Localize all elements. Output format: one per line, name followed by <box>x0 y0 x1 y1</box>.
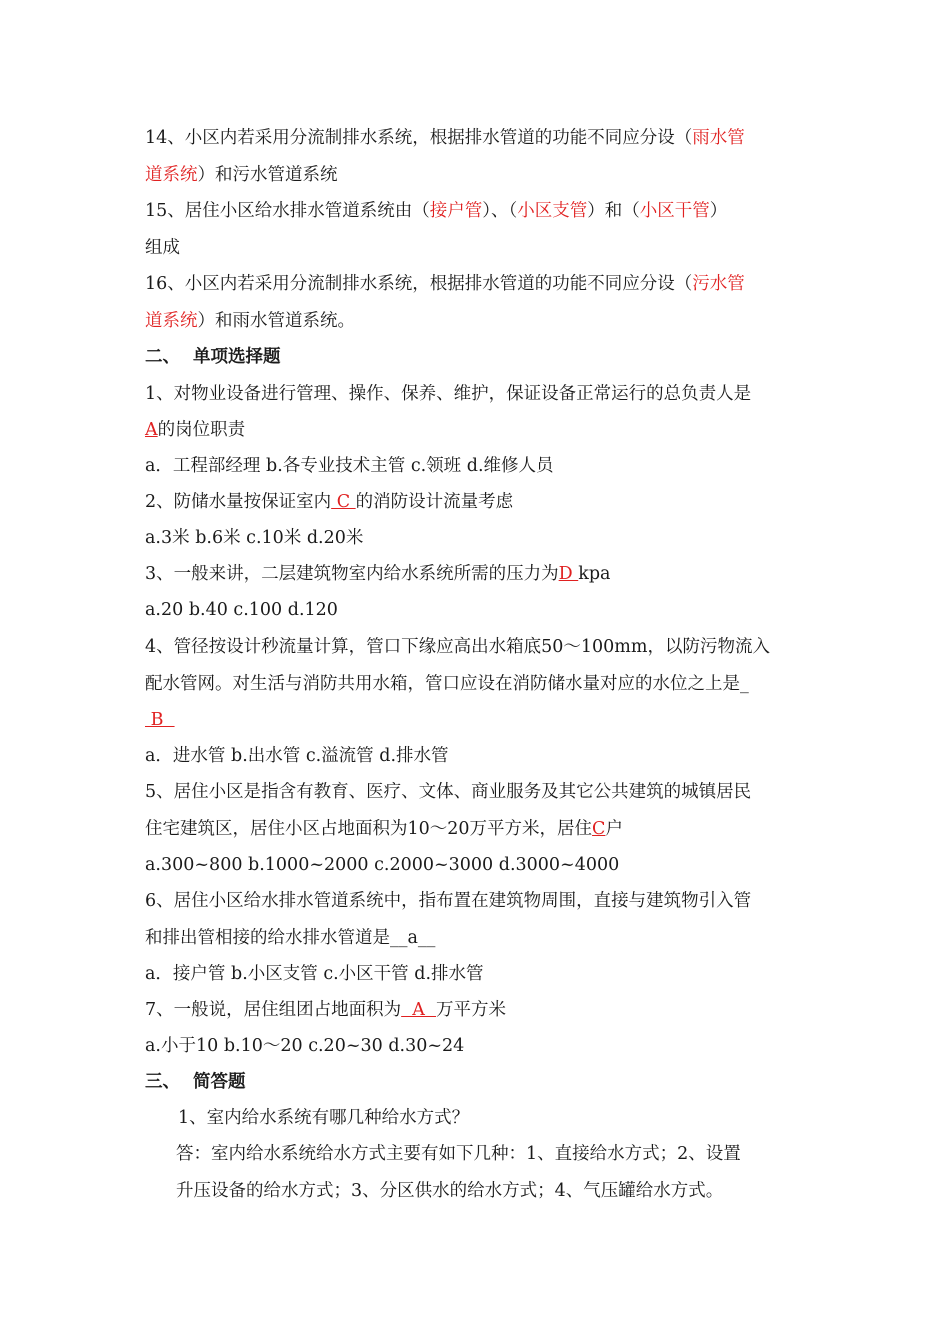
q16-answer-part2: 道系统 <box>145 311 198 331</box>
q1-text: 1、对物业设备进行管理、操作、保养、维护，保证设备正常运行的总负责人是 <box>145 384 752 404</box>
section3-heading <box>145 1069 815 1095</box>
section2-heading <box>145 344 815 370</box>
q15-text-end: 组成 <box>145 238 180 258</box>
fill-q16-line1 <box>145 271 815 297</box>
fill-q15-line1 <box>145 198 815 224</box>
section3-number: 三、 <box>145 1072 180 1092</box>
mc-q1-line2 <box>145 417 815 443</box>
fill-q15-line2 <box>145 235 815 261</box>
q3-unit: kpa <box>578 564 611 584</box>
q7-text: 7、一般说，居住组团占地面积为 <box>145 1000 402 1020</box>
q2-answer: C <box>331 492 356 512</box>
mc-q4-line1 <box>145 634 815 660</box>
mc-q1-line1 <box>145 381 815 407</box>
q5-text: 5、居住小区是指含有教育、医疗、文体、商业服务及其它公共建筑的城镇居民 <box>145 782 752 802</box>
q6-answer: __a__ <box>390 928 436 948</box>
q14-answer-part2: 道系统 <box>145 165 198 185</box>
short-q1-answer-line2: 升压设备的给水方式；3、分区供水的给水方式；4、气压罐给水方式。 <box>176 1181 724 1201</box>
section3-title: 简答题 <box>193 1072 246 1092</box>
fill-q14-line1 <box>145 125 815 151</box>
section2-number: 二、 <box>145 347 180 367</box>
fill-q14-line2 <box>145 162 815 188</box>
q1-answer: A <box>145 420 158 440</box>
q2-text: 2、防储水量按保证室内 <box>145 492 332 512</box>
mc-q3-line1 <box>145 561 815 587</box>
q14-answer-part1: 雨水管 <box>692 128 745 148</box>
mc-q4-options: a．进水管 b.出水管 c.溢流管 d.排水管 <box>145 746 449 766</box>
q6-text-cont: 和排出管相接的给水排水管道是 <box>145 928 390 948</box>
mc-q4-line3 <box>145 707 815 733</box>
mc-q2-line1 <box>145 489 815 515</box>
q15-sep1: ）、（ <box>482 201 518 221</box>
mc-q4-line2 <box>145 671 815 697</box>
q1-text-end: 的岗位职责 <box>157 420 246 440</box>
q16-answer-part1: 污水管 <box>692 274 745 294</box>
q16-text-end: ）和雨水管道系统。 <box>197 311 355 331</box>
mc-q5-options: a.300~800 b.1000~2000 c.2000~3000 d.3000~4000 <box>145 855 620 875</box>
q14-text-end: ）和污水管道系统 <box>197 165 338 185</box>
q15-answer3: 小区干管 <box>639 201 710 221</box>
q7-unit: 万平方米 <box>436 1000 507 1020</box>
mc-q5-line2 <box>145 816 815 842</box>
short-q1: 1、室内给水系统有哪几种给水方式？ <box>178 1108 470 1128</box>
mc-q6-line1 <box>145 888 815 914</box>
q7-answer: A <box>401 1000 437 1020</box>
short-q1-answer-line1: 答：室内给水系统给水方式主要有如下几种：1、直接给水方式；2、设置 <box>176 1144 741 1164</box>
mc-q1-options: a．工程部经理 b.各专业技术主管 c.领班 d.维修人员 <box>145 456 554 476</box>
mc-q7-line1 <box>145 997 815 1023</box>
q16-text: 16、小区内若采用分流制排水系统，根据排水管道的功能不同应分设（ <box>145 274 693 294</box>
mc-q7-options: a.小于10 b.10～20 c.20~30 d.30~24 <box>145 1036 465 1056</box>
q5-answer: C <box>592 819 606 839</box>
mc-q6-options: a．接户管 b.小区支管 c.小区干管 d.排水管 <box>145 964 484 984</box>
q15-sep2: ）和（ <box>587 201 640 221</box>
q5-text-end: 户 <box>605 819 623 839</box>
mc-q6-line2 <box>145 925 815 951</box>
q4-text: 4、管径按设计秒流量计算，管口下缘应高出水箱底50～100mm，以防污物流入 <box>145 637 770 657</box>
mc-q3-options: a.20 b.40 c.100 d.120 <box>145 600 338 620</box>
q4-text-cont: 配水管网。对生活与消防共用水箱，管口应设在消防储水量对应的水位之上是_ <box>145 674 749 694</box>
section2-title: 单项选择题 <box>193 347 281 367</box>
q3-answer: D <box>558 564 579 584</box>
q6-text: 6、居住小区给水排水管道系统中，指布置在建筑物周围，直接与建筑物引入管 <box>145 891 752 911</box>
q5-text-cont: 住宅建筑区，居住小区占地面积为10～20万平方米，居住 <box>145 819 593 839</box>
mc-q5-line1 <box>145 779 815 805</box>
fill-q16-line2 <box>145 308 815 334</box>
q2-text-end: 的消防设计流量考虑 <box>355 492 514 512</box>
q15-sep3: ） <box>709 201 728 221</box>
q15-answer2: 小区支管 <box>517 201 588 221</box>
q15-answer1: 接户管 <box>429 201 483 221</box>
q4-answer: B <box>145 710 175 730</box>
mc-q2-options: a.3米 b.6米 c.10米 d.20米 <box>145 528 364 548</box>
q14-text: 14、小区内若采用分流制排水系统，根据排水管道的功能不同应分设（ <box>145 128 693 148</box>
q3-text: 3、一般来讲，二层建筑物室内给水系统所需的压力为 <box>145 564 559 584</box>
q15-text: 15、居住小区给水排水管道系统由（ <box>145 201 430 221</box>
